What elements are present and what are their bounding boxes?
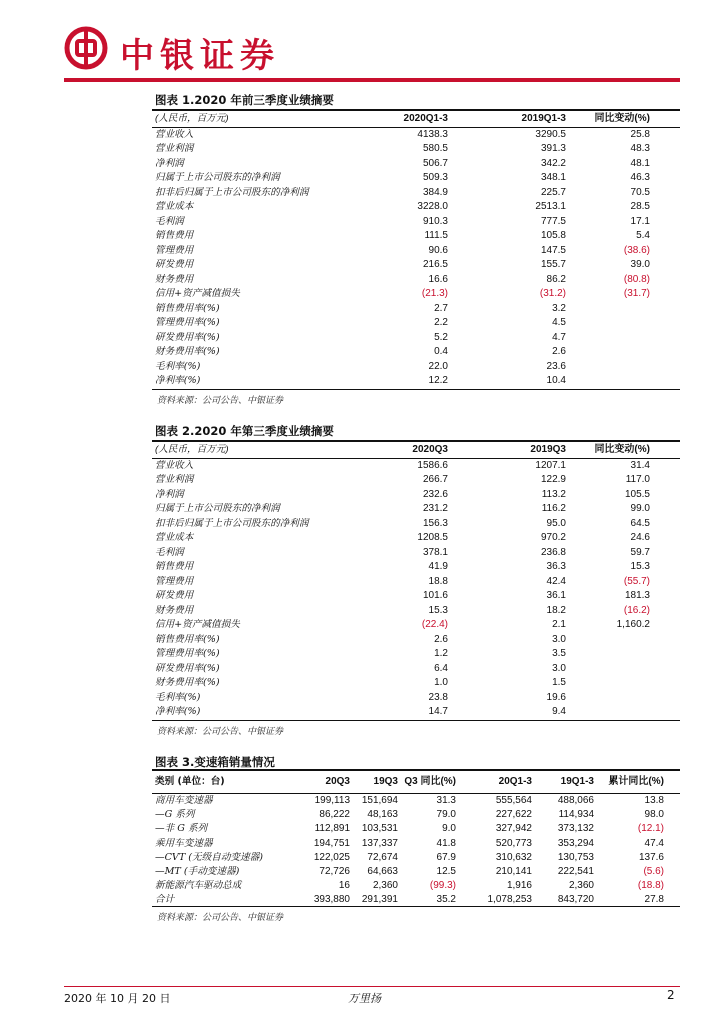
table-row: [152, 244, 680, 259]
cell-value: 1208.5: [417, 532, 448, 543]
column-header: 2020Q1-3: [350, 112, 448, 127]
cell-value: 95.0: [546, 517, 566, 529]
bank-of-china-logo-icon: [64, 26, 108, 70]
cell-value: (22.4): [421, 619, 448, 630]
row-label: 净利润: [155, 488, 184, 500]
cell-value: 17.1: [630, 215, 650, 227]
table-row: [152, 360, 680, 375]
cell-value: 225.7: [540, 186, 566, 198]
table-row: [152, 560, 680, 575]
table-row: [152, 531, 680, 546]
table-row: [152, 171, 680, 186]
cell-value: 31.4: [630, 459, 650, 471]
cell-value: 28.5: [630, 201, 650, 212]
table2-bottom-rule: [152, 720, 680, 721]
cell-value: 23.8: [428, 691, 448, 703]
cell-value: 4.7: [552, 331, 566, 343]
cell-value: 488,066: [557, 795, 594, 806]
table1-bottom-rule: [152, 389, 680, 390]
row-label: 净利率(%): [155, 706, 201, 717]
cell-value: 137.6: [638, 851, 664, 863]
table-row: [152, 618, 680, 633]
cell-value: 378.1: [422, 546, 448, 558]
cell-value: 111.5: [424, 230, 448, 241]
page-header: [0, 0, 724, 90]
row-label: 销售费用: [155, 230, 194, 241]
cell-value: 1.0: [434, 677, 448, 688]
table-row: [152, 794, 680, 809]
row-label: 毛利率(%): [155, 691, 201, 703]
row-label: —CVT (无级自动变速器): [155, 851, 263, 863]
cell-value: 1,078,253: [487, 894, 532, 906]
table-row: [152, 676, 680, 691]
table2-title: 图表 2.2020 年第三季度业绩摘要: [155, 424, 334, 438]
cell-value: 39.0: [630, 259, 650, 270]
cell-value: (21.3): [421, 288, 448, 299]
cell-value: 9.4: [552, 706, 566, 717]
table-row: [152, 374, 680, 389]
cell-value: 227,622: [495, 809, 532, 821]
table-header-row: [152, 443, 680, 458]
row-label: 营业利润: [155, 474, 194, 485]
cell-value: 42.4: [546, 575, 566, 587]
table3-bottom-rule: [152, 906, 680, 907]
cell-value: 2,360: [568, 880, 594, 892]
cell-value: 194,751: [313, 837, 350, 849]
table-row: [152, 604, 680, 619]
cell-value: 509.3: [422, 172, 448, 183]
cell-value: 48.1: [630, 157, 650, 169]
cell-value: (99.3): [429, 880, 456, 892]
cell-value: (5.6): [643, 866, 664, 878]
cell-value: [566, 647, 650, 662]
cell-value: 4.5: [552, 317, 566, 328]
cell-value: (80.8): [623, 273, 650, 285]
cell-value: 64.5: [630, 517, 650, 529]
cell-value: 22.0: [428, 360, 448, 372]
table-row: [152, 229, 680, 244]
table-row: [152, 127, 680, 142]
row-label: 净利润: [155, 157, 184, 169]
cell-value: 114,934: [558, 809, 594, 821]
table1-source: 资料来源：公司公告、中银证券: [157, 396, 284, 406]
cell-value: 222,541: [557, 866, 594, 878]
row-label: 研发费用: [155, 259, 194, 270]
row-label: 扣非后归属于上市公司股东的净利润: [155, 186, 309, 198]
cell-value: 12.5: [436, 866, 456, 878]
row-label: 信用+资产减值损失: [155, 619, 240, 630]
column-header: 19Q1-3: [532, 771, 594, 794]
cell-value: 14.7: [428, 706, 448, 717]
cell-value: 16.6: [428, 273, 448, 285]
cell-value: 373,132: [557, 823, 594, 835]
row-label: 扣非后归属于上市公司股东的净利润: [155, 517, 309, 529]
table-row: [152, 633, 680, 648]
cell-value: 156.3: [422, 517, 448, 529]
row-label: —非 G 系列: [155, 823, 208, 835]
cell-value: (16.2): [623, 604, 650, 616]
cell-value: 79.0: [436, 809, 456, 821]
cell-value: 3.2: [552, 302, 566, 314]
table-row: [152, 589, 680, 604]
cell-value: [566, 302, 650, 317]
table-row: [152, 837, 680, 851]
cell-value: 122.9: [540, 474, 566, 485]
cell-value: 2.1: [552, 619, 566, 630]
unit-label: (人民币，百万元): [152, 443, 350, 458]
cell-value: 9.0: [442, 823, 456, 835]
cell-value: [566, 691, 650, 706]
cell-value: 86.2: [546, 273, 566, 285]
column-header: 2019Q3: [448, 443, 566, 458]
row-label: 净利率(%): [155, 375, 201, 386]
table-row: [152, 517, 680, 532]
cell-value: [566, 345, 650, 360]
cell-value: (31.7): [623, 288, 650, 299]
cell-value: 25.8: [630, 128, 650, 140]
cell-value: 3290.5: [535, 128, 566, 140]
row-label: 销售费用率(%): [155, 302, 220, 314]
cell-value: 41.9: [428, 561, 448, 572]
cell-value: 130,753: [557, 851, 594, 863]
cell-value: 2.2: [434, 317, 448, 328]
cell-value: 777.5: [540, 215, 566, 227]
cell-value: 27.8: [644, 894, 664, 906]
cell-value: [566, 360, 650, 375]
cell-value: 2,360: [372, 880, 398, 892]
row-label: 管理费用: [155, 244, 194, 256]
table3-title: 图表 3.变速箱销量情况: [155, 755, 275, 769]
cell-value: 291,391: [361, 894, 398, 906]
cell-value: 2.6: [434, 633, 448, 645]
cell-value: 72,726: [319, 866, 350, 878]
cell-value: 4138.3: [417, 128, 448, 140]
cell-value: 90.6: [428, 244, 448, 256]
cell-value: 13.8: [644, 795, 664, 806]
cell-value: 3228.0: [417, 201, 448, 212]
table2-source: 资料来源：公司公告、中银证券: [157, 727, 284, 737]
cell-value: 5.4: [636, 230, 650, 241]
cell-value: 23.6: [546, 360, 566, 372]
cell-value: 12.2: [428, 375, 448, 386]
column-header: 2020Q3: [350, 443, 448, 458]
cell-value: 31.3: [436, 795, 456, 806]
cell-value: 35.2: [436, 894, 456, 906]
brand-name: 中银证券: [120, 36, 280, 76]
table-row: [152, 215, 680, 230]
table-row: [152, 546, 680, 561]
cell-value: 99.0: [630, 503, 650, 514]
cell-value: [566, 374, 650, 389]
row-label: 乘用车变速器: [155, 837, 213, 849]
row-label: 新能源汽车驱动总成: [155, 880, 242, 892]
footer-date: 2020 年 10 月 20 日: [64, 992, 171, 1005]
cell-value: 6.4: [434, 662, 448, 674]
cell-value: 18.8: [428, 575, 448, 587]
cell-value: 3.5: [552, 648, 566, 659]
column-header: 累计同比(%): [594, 771, 664, 794]
cell-value: (38.6): [623, 244, 650, 256]
cell-value: 210,141: [495, 866, 532, 878]
cell-value: [566, 633, 650, 648]
cell-value: 113.2: [541, 488, 566, 500]
row-label: 研发费用率(%): [155, 662, 220, 674]
table-row: [152, 647, 680, 662]
cell-value: 48.3: [630, 143, 650, 154]
cell-value: 46.3: [630, 172, 650, 183]
table-row: [152, 822, 680, 836]
cell-value: 116.2: [541, 503, 566, 514]
cell-value: 155.7: [540, 259, 566, 270]
cell-value: 3.0: [552, 633, 566, 645]
cell-value: (55.7): [623, 575, 650, 587]
cell-value: 520,773: [495, 837, 532, 849]
cell-value: 199,113: [314, 795, 350, 806]
row-label: 毛利润: [155, 215, 184, 227]
cell-value: (31.2): [539, 288, 566, 299]
cell-value: 59.7: [630, 546, 650, 558]
cell-value: 910.3: [422, 215, 448, 227]
row-label: 管理费用率(%): [155, 317, 220, 328]
cell-value: 70.5: [630, 186, 650, 198]
table-row: [152, 200, 680, 215]
cell-value: 393,880: [313, 894, 350, 906]
cell-value: 506.7: [422, 157, 448, 169]
cell-value: 24.6: [630, 532, 650, 543]
table-row: [152, 273, 680, 288]
cell-value: 105.8: [540, 230, 566, 241]
table-row: [152, 473, 680, 488]
row-label: 销售费用: [155, 561, 194, 572]
cell-value: 10.4: [546, 375, 566, 386]
table2: [152, 443, 680, 720]
table-row: [152, 502, 680, 517]
column-header: 19Q3: [350, 771, 398, 794]
table1-top-rule: [152, 109, 680, 111]
column-header: Q3 同比(%): [398, 771, 456, 794]
table-row: [152, 705, 680, 720]
cell-value: 19.6: [546, 691, 566, 703]
cell-value: 1,160.2: [616, 619, 650, 630]
cell-value: [566, 676, 650, 691]
cell-value: 231.2: [422, 503, 448, 514]
cell-value: 236.8: [540, 546, 566, 558]
cell-value: 64,663: [367, 866, 398, 878]
cell-value: 18.2: [546, 604, 566, 616]
table-row: [152, 302, 680, 317]
cell-value: 98.0: [644, 809, 664, 821]
cell-value: 112,891: [314, 823, 350, 835]
table-row: [152, 345, 680, 360]
row-label: 财务费用率(%): [155, 346, 220, 357]
cell-value: (18.8): [637, 880, 664, 892]
table-row: [152, 142, 680, 157]
row-label: 财务费用: [155, 604, 194, 616]
table-row: [152, 287, 680, 302]
row-label: 毛利率(%): [155, 360, 201, 372]
column-header: 同比变动(%): [566, 112, 650, 127]
cell-value: 0.4: [434, 346, 448, 357]
cell-value: 41.8: [436, 837, 456, 849]
cell-value: 384.9: [422, 186, 448, 198]
cell-value: 15.3: [630, 561, 650, 572]
row-label: —MT (手动变速器): [155, 866, 240, 878]
table3-source: 资料来源：公司公告、中银证券: [157, 913, 284, 923]
cell-value: 181.3: [624, 590, 650, 601]
table-header-row: [152, 771, 680, 794]
column-header: 类别 (单位：台): [152, 771, 302, 794]
cell-value: 36.3: [546, 561, 566, 572]
row-label: —G 系列: [155, 809, 195, 821]
cell-value: 103,531: [361, 823, 398, 835]
row-label: 商用车变速器: [155, 795, 213, 806]
row-label: 管理费用率(%): [155, 648, 220, 659]
cell-value: 151,694: [361, 795, 398, 806]
header-rule: [64, 78, 680, 82]
cell-value: 2.6: [552, 346, 566, 357]
cell-value: 353,294: [557, 837, 594, 849]
cell-value: 105.5: [624, 488, 650, 500]
cell-value: 5.2: [434, 331, 448, 343]
cell-value: 843,720: [557, 894, 594, 906]
cell-value: 101.6: [422, 590, 448, 601]
cell-value: 1.2: [434, 648, 448, 659]
cell-value: 117.0: [625, 474, 650, 485]
table-header-row: [152, 112, 680, 127]
row-label: 研发费用: [155, 590, 194, 601]
cell-value: 216.5: [422, 259, 448, 270]
table-row: [152, 157, 680, 172]
page-number: 2: [667, 988, 675, 1002]
cell-value: 1,916: [506, 880, 532, 892]
row-label: 财务费用: [155, 273, 194, 285]
row-label: 管理费用: [155, 575, 194, 587]
table-row: [152, 316, 680, 331]
cell-value: 1.5: [552, 677, 566, 688]
cell-value: 342.2: [540, 157, 566, 169]
table-row: [152, 331, 680, 346]
column-header: 同比变动(%): [566, 443, 650, 458]
cell-value: 48,163: [367, 809, 398, 821]
cell-value: 555,564: [495, 795, 532, 806]
cell-value: 72,674: [367, 851, 398, 863]
cell-value: 1207.1: [535, 459, 566, 471]
table1: [152, 112, 680, 389]
cell-value: 137,337: [361, 837, 398, 849]
row-label: 合计: [155, 894, 175, 906]
cell-value: 122,025: [313, 851, 350, 863]
table-row: [152, 808, 680, 822]
table-row: [152, 575, 680, 590]
table-row: [152, 851, 680, 865]
row-label: 毛利润: [155, 546, 184, 558]
table-row: [152, 258, 680, 273]
footer-company: 万里扬: [348, 992, 381, 1005]
cell-value: 310,632: [495, 851, 532, 863]
cell-value: 67.9: [436, 851, 456, 863]
cell-value: 36.1: [546, 590, 566, 601]
table1-title: 图表 1.2020 年前三季度业绩摘要: [155, 93, 334, 107]
cell-value: 391.3: [540, 143, 566, 154]
row-label: 营业利润: [155, 143, 194, 154]
row-label: 归属于上市公司股东的净利润: [155, 503, 280, 514]
cell-value: 47.4: [644, 837, 664, 849]
row-label: 财务费用率(%): [155, 677, 220, 688]
cell-value: 3.0: [552, 662, 566, 674]
cell-value: 970.2: [540, 532, 566, 543]
cell-value: 15.3: [428, 604, 448, 616]
column-header: 20Q3: [302, 771, 350, 794]
cell-value: (12.1): [637, 823, 664, 835]
table-row: [152, 879, 680, 893]
cell-value: 580.5: [422, 143, 448, 154]
cell-value: 266.7: [422, 474, 448, 485]
table-row: [152, 458, 680, 473]
footer-rule: [64, 986, 680, 987]
table-row: [152, 662, 680, 677]
table-row: [152, 691, 680, 706]
row-label: 研发费用率(%): [155, 331, 220, 343]
cell-value: [566, 331, 650, 346]
column-header: 2019Q1-3: [448, 112, 566, 127]
unit-label: (人民币，百万元): [152, 112, 350, 127]
cell-value: 2513.1: [535, 201, 566, 212]
cell-value: 348.1: [540, 172, 566, 183]
column-header: 20Q1-3: [456, 771, 532, 794]
row-label: 营业成本: [155, 201, 194, 212]
cell-value: 232.6: [422, 488, 448, 500]
row-label: 营业收入: [155, 128, 194, 140]
row-label: 信用+资产减值损失: [155, 288, 240, 299]
cell-value: 2.7: [434, 302, 448, 314]
row-label: 销售费用率(%): [155, 633, 220, 645]
table-row: [152, 865, 680, 879]
cell-value: [566, 316, 650, 331]
cell-value: 327,942: [495, 823, 532, 835]
cell-value: 147.5: [540, 244, 566, 256]
cell-value: [566, 705, 650, 720]
table2-top-rule: [152, 440, 680, 442]
row-label: 归属于上市公司股东的净利润: [155, 172, 280, 183]
row-label: 营业成本: [155, 532, 194, 543]
table-row: [152, 488, 680, 503]
table3: [152, 771, 680, 908]
cell-value: 16: [338, 880, 350, 892]
table-row: [152, 186, 680, 201]
cell-value: 86,222: [319, 809, 350, 821]
row-label: 营业收入: [155, 459, 194, 471]
cell-value: 1586.6: [417, 459, 448, 471]
cell-value: [566, 662, 650, 677]
